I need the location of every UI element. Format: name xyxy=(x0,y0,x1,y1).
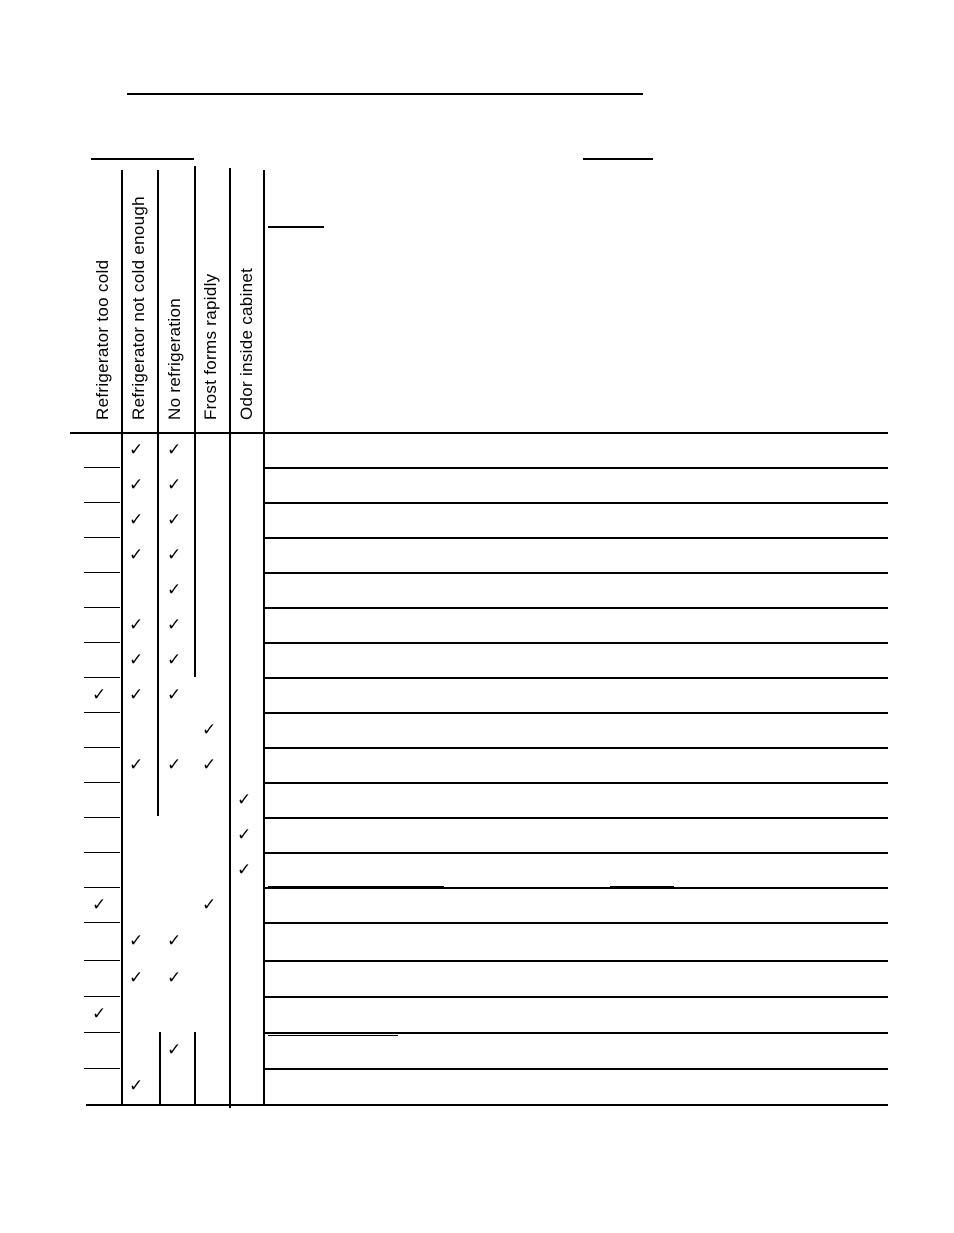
cell-rule xyxy=(84,817,120,818)
check-mark-odor: ✓ xyxy=(237,824,252,845)
row-rule xyxy=(264,677,888,679)
check-mark-no-refrigeration: ✓ xyxy=(167,474,182,495)
row-rule xyxy=(264,467,888,469)
check-mark-no-refrigeration: ✓ xyxy=(167,754,182,775)
cell-rule xyxy=(84,642,120,643)
cell-rule xyxy=(84,782,120,783)
row-rule xyxy=(264,1068,888,1070)
check-mark-not-cold-enough: ✓ xyxy=(129,649,144,670)
cell-rule xyxy=(84,887,120,888)
cell-rule xyxy=(84,922,120,923)
cell-rule xyxy=(84,960,120,961)
check-mark-too-cold: ✓ xyxy=(92,684,107,705)
body-col-line-3b xyxy=(194,1032,196,1104)
check-mark-odor: ✓ xyxy=(237,789,252,810)
check-mark-not-cold-enough: ✓ xyxy=(129,968,144,988)
cell-rule xyxy=(84,502,120,503)
cell-rule xyxy=(84,607,120,608)
header-col-line-2 xyxy=(157,170,159,432)
row-rule xyxy=(264,537,888,539)
column-header-no-refrigeration: No refrigeration xyxy=(165,298,184,420)
column-header-frost-forms: Frost forms rapidly xyxy=(201,273,220,420)
check-mark-frost-forms: ✓ xyxy=(202,894,217,915)
check-mark-not-cold-enough: ✓ xyxy=(129,754,144,775)
body-col-line-3 xyxy=(194,432,196,677)
body-col-line-2b xyxy=(159,1032,161,1104)
row-rule xyxy=(264,887,888,889)
check-mark-frost-forms: ✓ xyxy=(202,754,217,775)
check-mark-no-refrigeration: ✓ xyxy=(167,439,182,460)
cell-rule xyxy=(84,677,120,678)
body-col-line-4 xyxy=(229,432,231,1108)
check-mark-no-refrigeration: ✓ xyxy=(167,614,182,635)
body-col-line-1 xyxy=(121,432,123,1104)
check-mark-no-refrigeration: ✓ xyxy=(167,931,182,951)
check-mark-odor: ✓ xyxy=(237,859,252,880)
check-mark-no-refrigeration: ✓ xyxy=(167,649,182,670)
check-mark-frost-forms: ✓ xyxy=(202,719,217,740)
symptoms-rule xyxy=(91,158,194,160)
row-rule xyxy=(264,996,888,998)
cell-rule xyxy=(84,712,120,713)
row-rule xyxy=(264,817,888,819)
cell-rule xyxy=(84,1032,120,1033)
check-mark-no-refrigeration: ✓ xyxy=(167,1040,182,1060)
check-mark-too-cold: ✓ xyxy=(92,1004,107,1024)
row-rule xyxy=(264,712,888,714)
row-rule xyxy=(264,1032,888,1034)
check-mark-too-cold: ✓ xyxy=(92,894,107,915)
header-col-line-4 xyxy=(229,168,231,432)
check-mark-no-refrigeration: ✓ xyxy=(167,684,182,705)
column-header-too-cold: Refrigerator too cold xyxy=(93,259,112,420)
bottom-rule xyxy=(86,1104,888,1106)
check-mark-not-cold-enough: ✓ xyxy=(129,614,144,635)
row-rule xyxy=(264,607,888,609)
header-col-line-5 xyxy=(263,170,265,432)
check-mark-not-cold-enough: ✓ xyxy=(129,544,144,565)
cell-rule xyxy=(84,537,120,538)
header-col-line-1 xyxy=(121,170,123,432)
check-mark-no-refrigeration: ✓ xyxy=(167,579,182,600)
check-mark-no-refrigeration: ✓ xyxy=(167,544,182,565)
check-mark-not-cold-enough: ✓ xyxy=(129,509,144,530)
row-rule xyxy=(264,922,888,924)
row-rule xyxy=(264,642,888,644)
check-mark-not-cold-enough: ✓ xyxy=(129,684,144,705)
cell-rule xyxy=(84,572,120,573)
header-col-line-3 xyxy=(194,166,196,432)
row-rule xyxy=(264,502,888,504)
check-mark-not-cold-enough: ✓ xyxy=(129,474,144,495)
column-header-odor: Odor inside cabinet xyxy=(237,267,256,420)
row-rule xyxy=(264,572,888,574)
cell-rule xyxy=(84,1068,120,1069)
cell-rule xyxy=(84,467,120,468)
row-rule xyxy=(264,747,888,749)
column-header-not-cold-enough: Refrigerator not cold enough xyxy=(129,196,148,420)
row-rule xyxy=(264,852,888,854)
body-col-line-5 xyxy=(263,432,265,1104)
check-mark-no-refrigeration: ✓ xyxy=(167,509,182,530)
check-mark-not-cold-enough: ✓ xyxy=(129,1076,144,1096)
title-rule xyxy=(127,93,643,95)
body-col-line-2 xyxy=(157,432,159,816)
row-rule xyxy=(264,782,888,784)
check-mark-not-cold-enough: ✓ xyxy=(129,931,144,951)
row-rule xyxy=(264,960,888,962)
heading-rule xyxy=(583,158,653,160)
row-rule xyxy=(70,432,888,434)
partial-rule-c xyxy=(268,1035,398,1036)
cell-rule xyxy=(84,996,120,997)
check-mark-no-refrigeration: ✓ xyxy=(167,968,182,988)
cell-rule xyxy=(84,852,120,853)
cell-rule xyxy=(84,747,120,748)
subheading-rule xyxy=(268,226,324,228)
check-mark-not-cold-enough: ✓ xyxy=(129,439,144,460)
